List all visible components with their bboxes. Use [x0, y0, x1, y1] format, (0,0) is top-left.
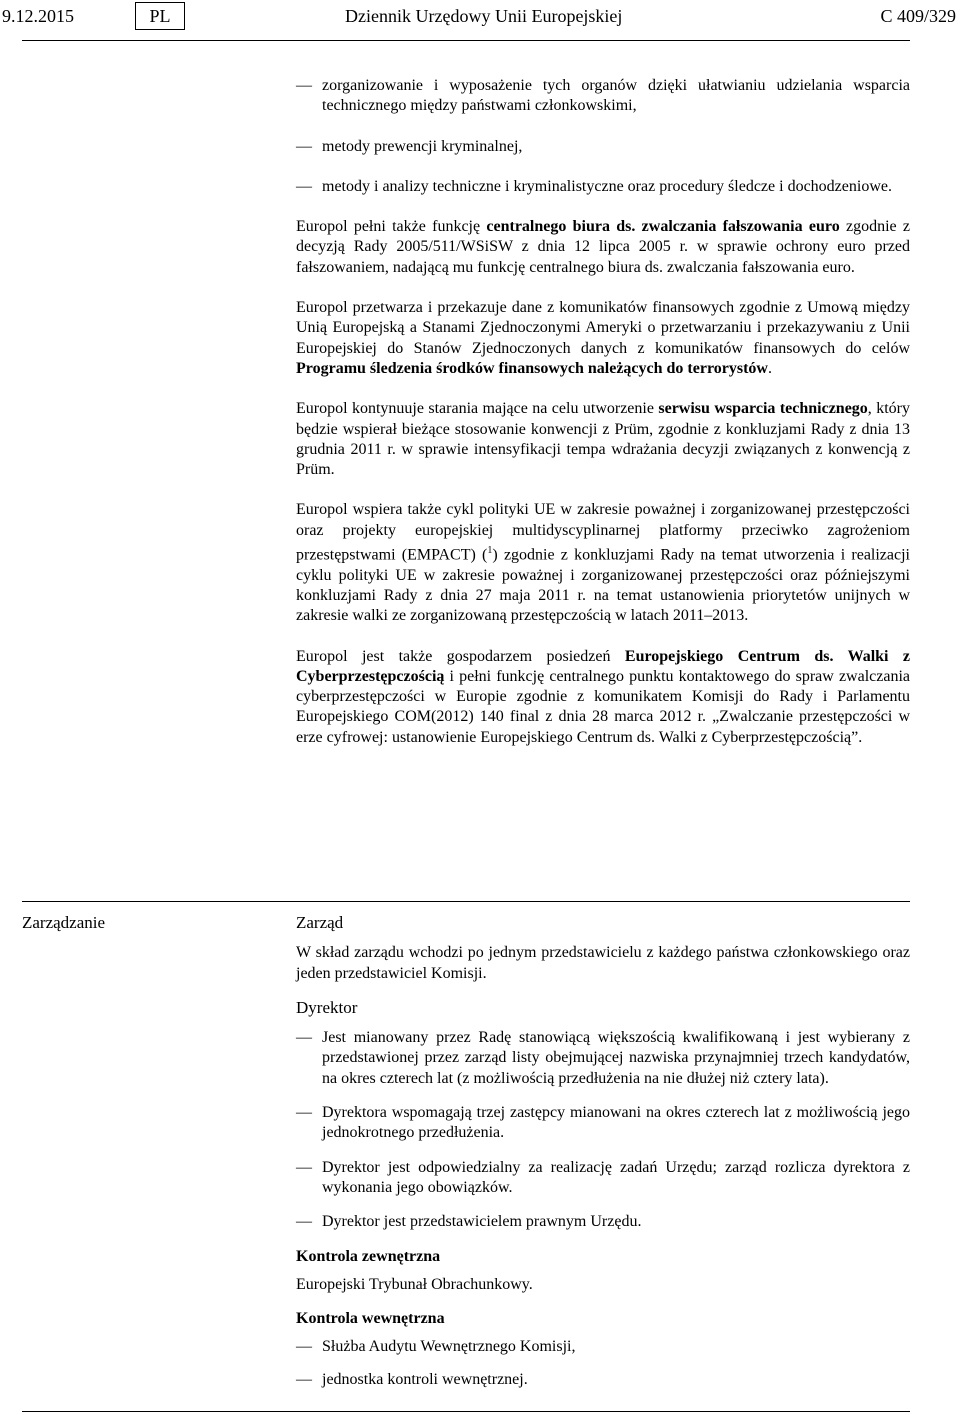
list-item	[296, 1370, 910, 1390]
board-text: W skład zarządu wchodzi po jednym przedstawicielu z każdego państwa członkowskiego oraz jeden przedstawiciel Komisji.	[296, 944, 910, 982]
page-reference: C 409/329	[880, 6, 956, 26]
list-item-text: jednostka kontroli wewnętrznej.	[322, 1370, 528, 1388]
list-item	[296, 1212, 910, 1232]
text-run: , który będzie wspierał bieżące stosowanie konwencji z Prüm, zgodnie z konkluzjami Rady z dnia 13 grudnia 2011 r. w sprawie intensyfikacji tempa wdrażania decyzji związanych z konwencją z Prüm.	[296, 400, 910, 479]
list-item-text: metody i analizy techniczne i kryminalistyczne oraz procedury śledcze i dochodzeniowe.	[322, 177, 892, 195]
internal-audit-heading: Kontrola wewnętrzna	[296, 1310, 445, 1328]
board-heading: Zarząd	[296, 913, 344, 932]
management-section	[296, 913, 910, 1390]
bold-term: Europejskiego Centrum ds. Walki z Cyberprzestępczością	[296, 647, 911, 685]
paragraph-euro-counterfeiting	[296, 217, 910, 278]
paragraph-tftp	[296, 298, 910, 379]
bold-term: centralnego biura ds. zwalczania fałszowania euro	[486, 218, 840, 236]
text-run: ) zgodnie z konkluzjami Rady na temat utworzenia i realizacji cyklu polityki UE w zakresie poważnej i zorganizowanej przestępczości oraz późniejszymi konkluzjami Rady z dnia 27 maja 2011 r. na temat ustanowienia priorytetów unijnych w zakresie walki ze zorganizowaną przestępczością w latach 2011–2013.	[296, 546, 911, 625]
header-divider	[22, 40, 910, 41]
language-code: PL	[135, 2, 185, 30]
list-item	[296, 76, 910, 117]
bold-term: serwisu wsparcia technicznego	[658, 400, 868, 418]
footnote-ref[interactable]: 1	[487, 545, 493, 557]
footer-divider	[22, 1411, 910, 1412]
list-item-text: Dyrektor jest przedstawicielem prawnym Urzędu.	[322, 1213, 642, 1231]
list-item-text: zorganizowanie i wyposażenie tych organów dzięki ułatwianiu udzielania wsparcia technicznego między państwami członkowskimi,	[322, 77, 910, 115]
text-run: .	[767, 359, 772, 377]
activities-section	[296, 76, 910, 768]
list-item	[296, 177, 910, 197]
list-item	[296, 1103, 910, 1144]
dash-marker: —	[296, 1213, 312, 1231]
list-item-text: Dyrektor jest odpowiedzialny za realizację zadań Urzędu; zarząd rozlicza dyrektora z wykonania jego obowiązków.	[322, 1158, 910, 1196]
dash-marker: —	[296, 1158, 312, 1176]
publication-date: 9.12.2015	[2, 6, 74, 26]
text-run: Europol pełni także funkcję	[296, 218, 487, 236]
section-label: Zarządzanie	[22, 913, 106, 932]
list-item	[296, 1158, 910, 1199]
dash-marker: —	[296, 177, 312, 195]
director-heading: Dyrektor	[296, 997, 358, 1017]
text-run: i pełni funkcję centralnego punktu kontaktowego do spraw zwalczania cyberprzestępczości w Europie zgodnie z komunikatem Komisji do Rady i Parlamentu Europejskiego COM(2012) 140 final z dnia 28 marca 2012 r. „Zwalczanie przestępczości w erze cyfrowej: ustanowienie Europejskiego Centrum ds. Walki z Cyberprzestępczością”.	[296, 667, 910, 746]
section-divider	[22, 901, 910, 902]
text-run: Europol kontynuuje starania mające na celu utworzenie	[296, 400, 659, 418]
list-item-text: Jest mianowany przez Radę stanowiącą większością kwalifikowaną i jest wybierany z przedstawionej przez zarząd listy obejmującej nazwiska przynajmniej trzech kandydatów, na okres czterech lat (z możliwością przedłużenia na nie dłużej niż cztery lata).	[322, 1029, 910, 1087]
director-list	[296, 1028, 910, 1232]
dash-marker: —	[296, 1338, 312, 1356]
list-item	[296, 137, 910, 157]
list-item-text: Służba Audytu Wewnętrznego Komisji,	[322, 1338, 576, 1356]
dash-marker: —	[296, 137, 312, 155]
list-item	[296, 1028, 910, 1089]
text-run: Europol jest także gospodarzem posiedzeń	[296, 647, 625, 665]
dash-marker: —	[296, 1370, 312, 1388]
text-run: Europol przetwarza i przekazuje dane z komunikatów finansowych zgodnie z Umową między Unią Europejską a Stanami Zjednoczonymi Ameryki o przetwarzaniu i przekazywaniu z Unii Europejskiej do Stanów Zjednoczonych danych z komunikatów finansowych do celów	[296, 299, 910, 357]
text-run: zgodnie z decyzją Rady 2005/511/WSiSW z dnia 12 lipca 2005 r. w sprawie ochrony euro przed fałszowaniem, nadającą mu funkcję centralnego biura ds. zwalczania fałszowania euro.	[296, 218, 911, 276]
paragraph-cybercrime	[296, 647, 910, 748]
bold-term: Programu śledzenia środków finansowych należących do terrorystów	[296, 359, 768, 377]
external-audit-text: Europejski Trybunał Obrachunkowy.	[296, 1275, 533, 1293]
list-item-text: metody prewencji kryminalnej,	[322, 137, 523, 155]
dash-marker: —	[296, 1104, 312, 1122]
paragraph-empact	[296, 500, 910, 626]
paragraph-prum	[296, 399, 910, 480]
journal-title: Dziennik Urzędowy Unii Europejskiej	[345, 6, 623, 26]
list-item	[296, 1337, 910, 1357]
dash-marker: —	[296, 77, 312, 94]
list-item-text: Dyrektora wspomagają trzej zastępcy mianowani na okres czterech lat z możliwością jego jednokrotnego przedłużenia.	[322, 1104, 910, 1142]
page-header	[0, 0, 960, 40]
external-audit-heading: Kontrola zewnętrzna	[296, 1247, 441, 1265]
dash-marker: —	[296, 1029, 312, 1047]
text-run: Europol wspiera także cykl polityki UE w zakresie poważnej i zorganizowanej przestępczości oraz projekty europejskiej multidyscyplinarnej platformy przeciwko zagrożeniom przestępstwami (EMPACT) (	[296, 501, 910, 564]
